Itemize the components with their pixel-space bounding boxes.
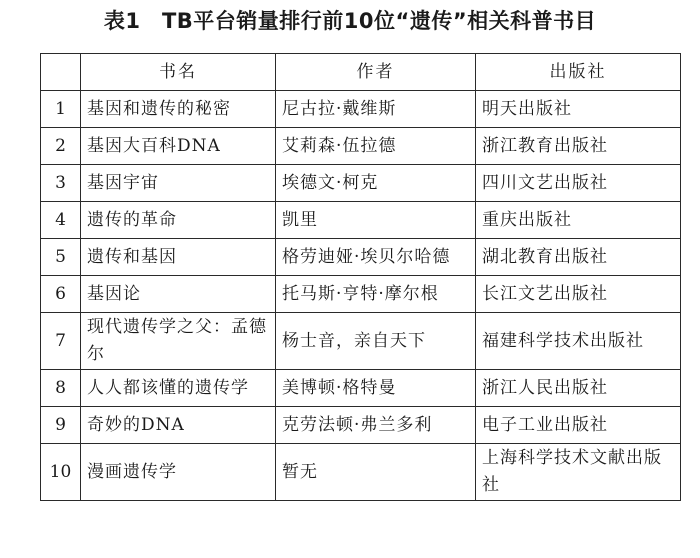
book-publisher: 重庆出版社 (476, 202, 681, 239)
book-author: 克劳法顿·弗兰多利 (276, 407, 476, 444)
book-publisher: 福建科学技术出版社 (476, 313, 681, 370)
book-publisher: 浙江教育出版社 (476, 128, 681, 165)
header-row (41, 54, 681, 91)
header-publisher: 出版社 (476, 54, 681, 91)
book-author: 尼古拉·戴维斯 (276, 91, 476, 128)
header-author: 作者 (276, 54, 476, 91)
row-number: 8 (41, 370, 81, 407)
book-author: 格劳迪娅·埃贝尔哈德 (276, 239, 476, 276)
table-caption: 表1 TB平台销量排行前10位“遗传”相关科普书目 (103, 9, 597, 33)
book-title: 遗传和基因 (81, 239, 276, 276)
book-author: 艾莉森·伍拉德 (276, 128, 476, 165)
row-number: 9 (41, 407, 81, 444)
table-row (41, 128, 681, 165)
book-publisher: 上海科学技术文献出版社 (476, 444, 681, 501)
book-author: 杨士音，亲自天下 (276, 313, 476, 370)
book-publisher: 长江文艺出版社 (476, 276, 681, 313)
table-row (41, 370, 681, 407)
table-row (41, 444, 681, 501)
book-publisher: 湖北教育出版社 (476, 239, 681, 276)
book-title: 漫画遗传学 (81, 444, 276, 501)
header-index (41, 54, 81, 91)
table-row (41, 91, 681, 128)
table-row (41, 313, 681, 370)
row-number: 2 (41, 128, 81, 165)
book-author: 美博顿·格特曼 (276, 370, 476, 407)
table-row (41, 165, 681, 202)
header-title: 书名 (81, 54, 276, 91)
row-number: 4 (41, 202, 81, 239)
book-title: 奇妙的DNA (81, 407, 276, 444)
row-number: 3 (41, 165, 81, 202)
book-title: 现代遗传学之父：孟德尔 (81, 313, 276, 370)
book-publisher: 电子工业出版社 (476, 407, 681, 444)
book-author: 暂无 (276, 444, 476, 501)
table-row (41, 407, 681, 444)
table-row (41, 202, 681, 239)
book-title: 遗传的革命 (81, 202, 276, 239)
row-number: 5 (41, 239, 81, 276)
book-publisher: 浙江人民出版社 (476, 370, 681, 407)
book-author: 托马斯·亨特·摩尔根 (276, 276, 476, 313)
book-author: 凯里 (276, 202, 476, 239)
row-number: 6 (41, 276, 81, 313)
book-title: 基因宇宙 (81, 165, 276, 202)
row-number: 7 (41, 313, 81, 370)
book-author: 埃德文·柯克 (276, 165, 476, 202)
book-publisher: 明天出版社 (476, 91, 681, 128)
row-number: 10 (41, 444, 81, 501)
book-table (40, 53, 681, 501)
book-publisher: 四川文艺出版社 (476, 165, 681, 202)
table-row (41, 276, 681, 313)
book-title: 基因大百科DNA (81, 128, 276, 165)
book-title: 基因和遗传的秘密 (81, 91, 276, 128)
book-title: 人人都该懂的遗传学 (81, 370, 276, 407)
book-title: 基因论 (81, 276, 276, 313)
table-row (41, 239, 681, 276)
row-number: 1 (41, 91, 81, 128)
